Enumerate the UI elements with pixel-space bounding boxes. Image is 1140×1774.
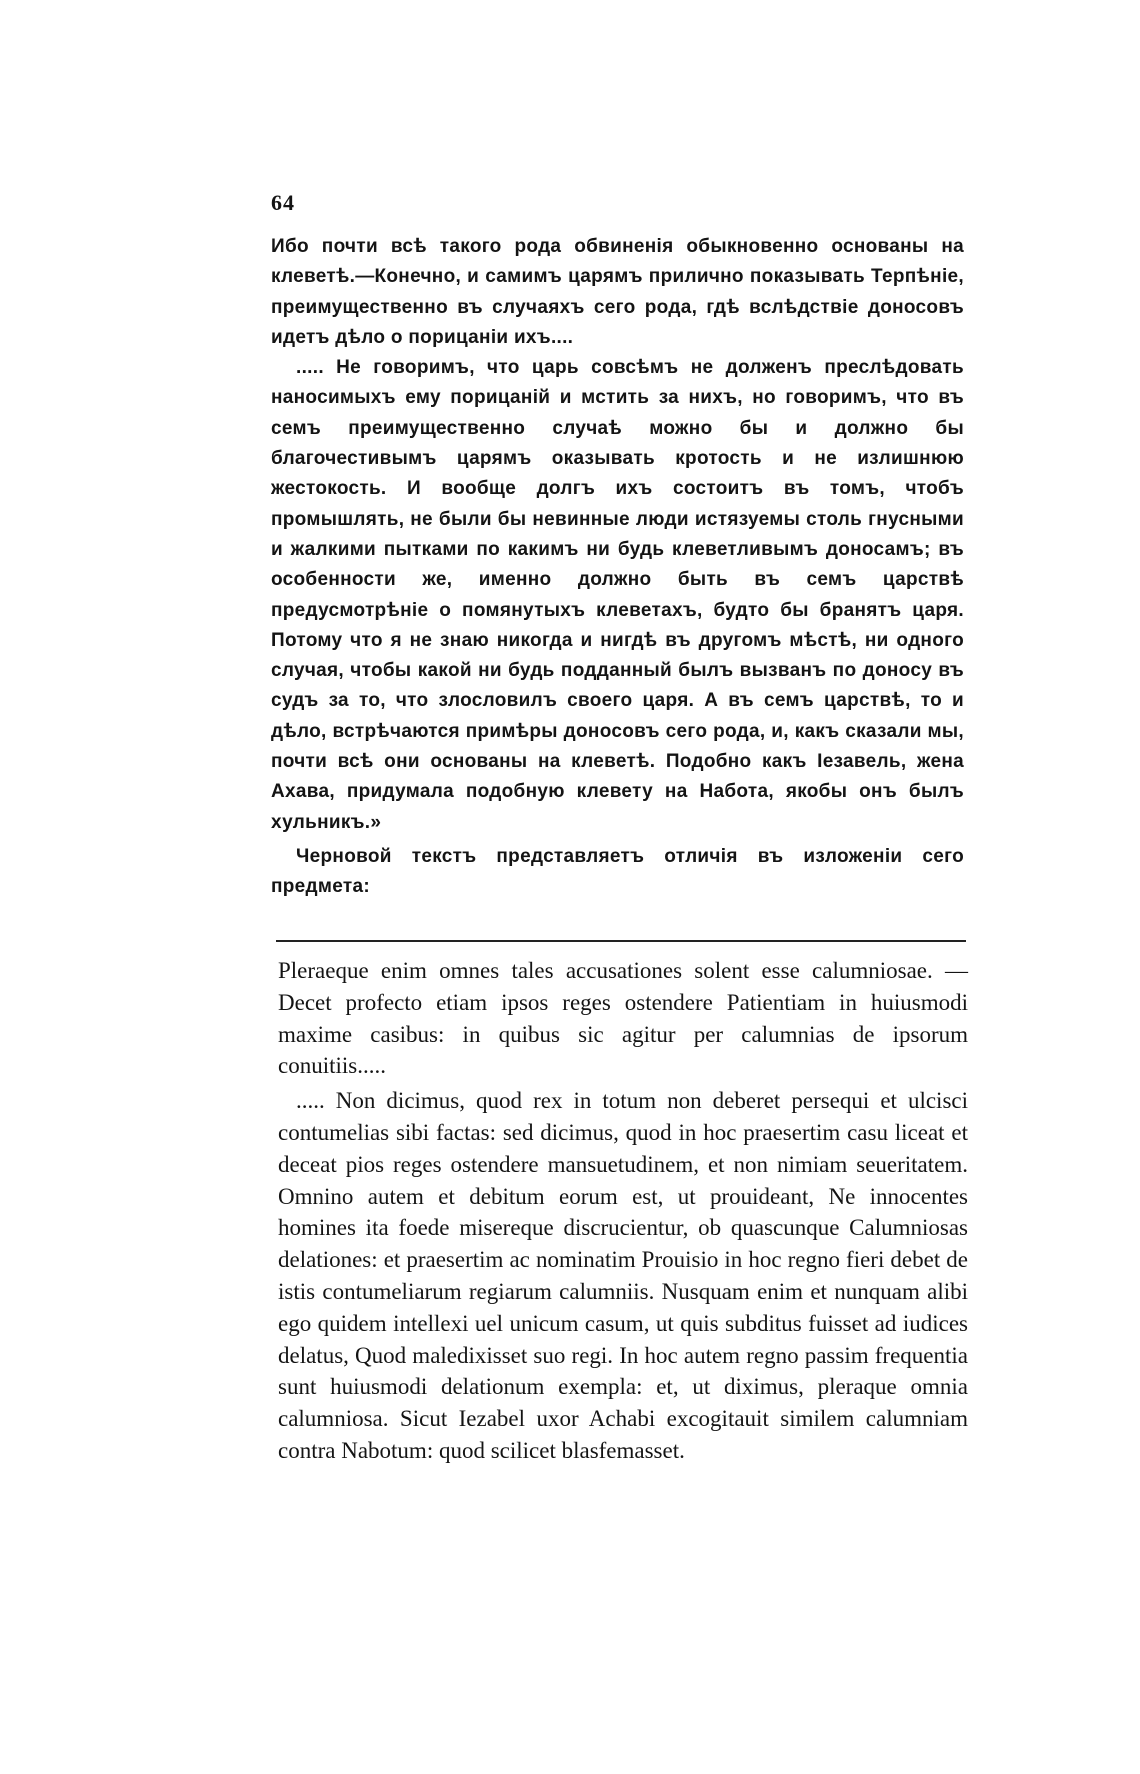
russian-paragraph: Черновой текстъ представляетъ отличія въ изложеніи сего предмета: [271, 845, 964, 898]
latin-text-block [278, 955, 968, 1467]
russian-paragraph: Ибо почти всѣ такого рода обвиненія обыкновенно основаны на клеветѣ.—Конечно, и самимъ царямъ прилично показывать Терпѣніе, преимущественно въ случаяхъ сего рода, гдѣ вслѣдствіе доносовъ идетъ дѣло о порицаніи ихъ.... [271, 236, 964, 348]
russian-text-block [271, 232, 964, 903]
page-number: 64 [271, 190, 295, 215]
russian-paragraph: ..... Не говоримъ, что царь совсѣмъ не долженъ преслѣдовать наносимыхъ ему порицаній и мстить за нихъ, но говоримъ, что въ семъ преимущественно случаѣ можно бы и должно бы благочестивымъ царямъ оказывать кротость и не излишнюю жестокость. И вообще долгъ ихъ состоитъ въ томъ, чтобъ промышлять, не были бы невинные люди истязуемы столь гнусными и жалкими пытками по какимъ ни будь клеветливымъ доносамъ; въ особенности же, именно должно быть въ семъ царствѣ предусмотрѣніе о помянутыхъ клеветахъ, будто бы бранятъ царя. Потому что я не знаю никогда и нигдѣ въ другомъ мѣстѣ, ни одного случая, чтобы какой ни будь подданный былъ вызванъ по доносу въ судъ за то, что злословилъ своего царя. А въ семъ царствѣ, то и дѣло, встрѣчаются примѣры доносовъ сего рода, и, какъ сказали мы, почти всѣ они основаны на клеветѣ. Подобно какъ Іезавель, жена Ахава, придумала подобную клевету на Набота, якобы онъ былъ хульникъ.» [271, 357, 964, 833]
latin-paragraph: ..... Non dicimus, quod rex in totum non deberet persequi et ulcisci contumelias sibi factas: sed dicimus, quod in hoc praesertim casu liceat et deceat pios reges ostendere mansuetudinem, et non nimiam seueritatem. Omnino autem et debitum eorum est, ut prouideant, Ne innocentes homines ita foede misereque discrucientur, ob quascunque Calumniosas delationes: et praesertim ac nominatim Prouisio in hoc regno fieri debet de istis contumeliarum regiarum calumniis. Nusquam enim et nunquam alibi ego quidem intellexi uel unicum casum, ut quis subditus fuisset ad iudices delatus, Quod maledixisset suo regi. In hoc autem regno passim frequentia sunt huiusmodi delationum exempla: et, ut diximus, pleraque omnia calumniosa. Sicut Iezabel uxor Achabi excogitauit similem calumniam contra Nabotum: quod scilicet blasfemasset. [278, 1088, 968, 1463]
latin-paragraph: Pleraeque enim omnes tales accusationes solent esse calumniosae. — Decet profecto etiam ipsos reges ostendere Patientiam in huiusmodi maxime casibus: in quibus sic agitur per calumnias de ipsorum conuitiis..... [278, 958, 968, 1079]
section-divider [276, 940, 966, 942]
